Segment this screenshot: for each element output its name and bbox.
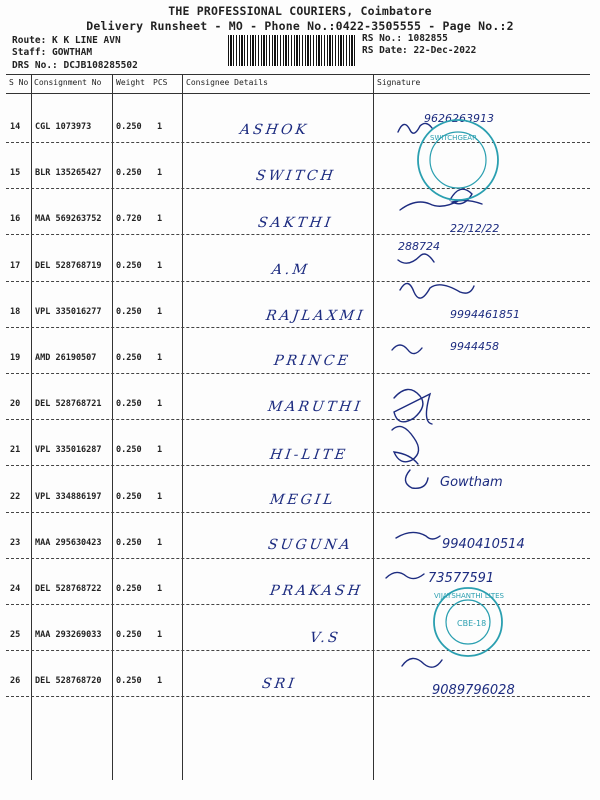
col-consignee: Consignee Details	[186, 78, 268, 87]
row-pcs: 1	[157, 122, 163, 132]
signature-date: 22/12/22	[450, 222, 500, 235]
row-consignment: DEL 528768722	[35, 584, 102, 594]
row-sno: 21	[10, 445, 21, 455]
runsheet-title: Delivery Runsheet - MO - Phone No.:0422-3505555 - Page No.:2	[86, 19, 514, 33]
col-consignment: Consignment No	[34, 78, 102, 87]
row-consignment: VPL 335016277	[35, 307, 102, 317]
row-pcs: 1	[157, 676, 163, 686]
row-consignment: MAA 569263752	[35, 214, 102, 224]
drs-label: DRS No.: DCJB108285502	[12, 60, 138, 71]
row-weight: 0.250	[116, 122, 142, 132]
row-sno: 17	[10, 261, 21, 271]
row-weight: 0.250	[116, 630, 142, 640]
signature-name: Gowtham	[440, 475, 503, 490]
consignee-name: SRI	[260, 676, 298, 692]
col-sno: S No	[9, 78, 29, 87]
company-title: THE PROFESSIONAL COURIERS, Coimbatore	[168, 4, 432, 18]
row-pcs: 1	[157, 630, 163, 640]
row-sno: 22	[10, 492, 21, 502]
row-pcs: 1	[157, 168, 163, 178]
row-consignment: MAA 293269033	[35, 630, 102, 640]
consignee-name: SUGUNA	[266, 537, 354, 553]
consignee-name: ASHOK	[238, 122, 310, 138]
row-weight: 0.250	[116, 353, 142, 363]
row-sno: 23	[10, 538, 21, 548]
signature-number: 288724	[398, 240, 440, 253]
staff-label: Staff: GOWTHAM	[12, 47, 93, 58]
rs-no: RS No.: 1082855	[362, 33, 448, 44]
stamp-code: CBE-18	[457, 619, 487, 628]
row-sno: 16	[10, 214, 21, 224]
route-label: Route: K K LINE AVN	[12, 35, 121, 46]
signature-phone: 9944458	[450, 340, 499, 353]
row-sno: 24	[10, 584, 21, 594]
row-weight: 0.250	[116, 676, 142, 686]
row-weight: 0.250	[116, 492, 142, 502]
consignee-name: SWITCH	[254, 168, 337, 184]
row-sno: 15	[10, 168, 21, 178]
signature-phone: 9626263913	[424, 112, 494, 125]
row-weight: 0.250	[116, 538, 142, 548]
signature-phone: 9940410514	[442, 537, 525, 552]
consignee-name: V.S	[308, 630, 342, 646]
row-sno: 26	[10, 676, 21, 686]
row-pcs: 1	[157, 261, 163, 271]
row-sno: 14	[10, 122, 21, 132]
row-weight: 0.250	[116, 307, 142, 317]
row-pcs: 1	[157, 445, 163, 455]
row-weight: 0.250	[116, 445, 142, 455]
row-weight: 0.720	[116, 214, 142, 224]
consignee-name: RAJLAXMI	[264, 308, 367, 324]
stamp-text: SWITCHGEAR	[430, 134, 477, 142]
consignee-name: PRAKASH	[268, 583, 364, 599]
row-pcs: 1	[157, 307, 163, 317]
col-pcs: PCS	[153, 78, 168, 87]
consignee-name: HI-LITE	[268, 447, 349, 463]
row-consignment: VPL 334886197	[35, 492, 102, 502]
row-consignment: DEL 528768719	[35, 261, 102, 271]
consignee-name: A.M	[270, 262, 312, 278]
row-consignment: CGL 1073973	[35, 122, 92, 132]
row-weight: 0.250	[116, 584, 142, 594]
row-pcs: 1	[157, 214, 163, 224]
row-pcs: 1	[157, 353, 163, 363]
row-weight: 0.250	[116, 399, 142, 409]
row-sno: 18	[10, 307, 21, 317]
row-consignment: DEL 528768720	[35, 676, 102, 686]
row-consignment: VPL 335016287	[35, 445, 102, 455]
row-pcs: 1	[157, 399, 163, 409]
row-sno: 19	[10, 353, 21, 363]
signature-phone: 9994461851	[450, 308, 520, 321]
consignee-name: MEGIL	[268, 492, 337, 508]
row-weight: 0.250	[116, 261, 142, 271]
row-pcs: 1	[157, 492, 163, 502]
company-stamp	[418, 120, 498, 200]
signature-phone: 9089796028	[432, 683, 515, 698]
consignee-name: SAKTHI	[256, 215, 335, 231]
stamp-text: VIJAYSHANTHI LITES	[434, 592, 504, 600]
col-signature: Signature	[377, 78, 421, 87]
row-weight: 0.250	[116, 168, 142, 178]
row-pcs: 1	[157, 538, 163, 548]
row-sno: 25	[10, 630, 21, 640]
row-consignment: MAA 295630423	[35, 538, 102, 548]
company-stamp	[434, 588, 505, 656]
consignee-name: PRINCE	[272, 353, 352, 369]
rs-date: RS Date: 22-Dec-2022	[362, 45, 477, 56]
row-sno: 20	[10, 399, 21, 409]
signature-phone: 73577591	[428, 571, 495, 586]
row-consignment: DEL 528768721	[35, 399, 102, 409]
row-consignment: BLR 135265427	[35, 168, 102, 178]
consignee-name: MARUTHI	[266, 399, 364, 415]
row-consignment: AMD 26190507	[35, 353, 97, 363]
row-pcs: 1	[157, 584, 163, 594]
col-weight: Weight	[116, 78, 145, 87]
